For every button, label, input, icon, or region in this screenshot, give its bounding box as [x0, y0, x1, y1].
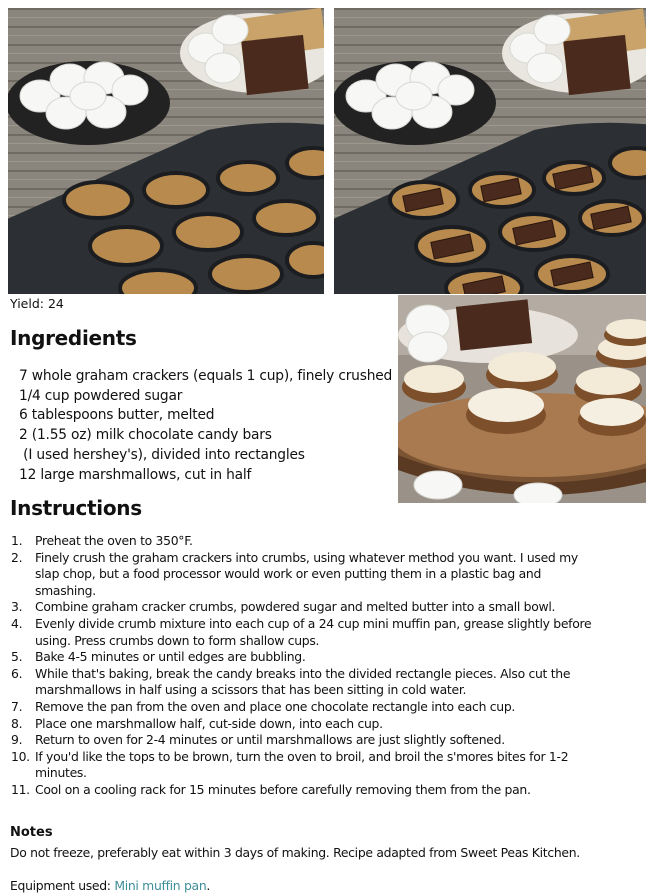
- instruction-step: [11, 782, 601, 799]
- equipment-suffix: .: [206, 878, 211, 893]
- step-number: 8.: [11, 715, 23, 731]
- step-text: While that's baking, break the candy breaks into the divided rectangle pieces. Also cut the marshmallows in half using a scissors that has been sitting in cold water.: [35, 665, 571, 698]
- ingredient-item: 6 tablespoons butter, melted: [19, 407, 215, 424]
- step-number: 7.: [11, 698, 23, 714]
- step-text: Evenly divide crumb mixture into each cup of a 24 cup mini muffin pan, grease slightly before using. Press crumbs down to form shallow cups.: [35, 615, 592, 648]
- step-text: Preheat the oven to 350°F.: [35, 533, 193, 548]
- step-number: 9.: [11, 732, 23, 748]
- instruction-step: [11, 550, 601, 600]
- step-number: 2.: [11, 549, 23, 565]
- step-number: 1.: [11, 533, 23, 548]
- instruction-step: [11, 666, 601, 699]
- instruction-step: [11, 699, 601, 716]
- photo-pan-chocolate: [334, 8, 646, 294]
- ingredients-list: [19, 367, 392, 485]
- equipment-link[interactable]: Mini muffin pan: [114, 878, 207, 893]
- instruction-step: [11, 649, 601, 666]
- step-number: 6.: [11, 665, 23, 681]
- step-number: 4.: [11, 615, 23, 631]
- recipe-yield: Yield: 24: [10, 296, 64, 311]
- ingredient-item: 7 whole graham crackers (equals 1 cup), finely crushed: [19, 368, 393, 384]
- ingredient-item: (I used hershey's), divided into rectangles: [19, 446, 305, 463]
- instructions-heading: Instructions: [10, 496, 142, 520]
- instruction-step: [11, 616, 601, 649]
- equipment-line: [10, 878, 210, 893]
- instruction-step: [11, 599, 601, 616]
- instruction-step: [11, 732, 601, 749]
- step-text: Cool on a cooling rack for 15 minutes before carefully removing them from the pan.: [35, 781, 531, 797]
- ingredients-heading: Ingredients: [10, 326, 137, 350]
- notes-heading: Notes: [10, 825, 53, 840]
- step-text: Place one marshmallow half, cut-side down, into each cup.: [35, 715, 383, 731]
- instruction-step: [11, 749, 601, 782]
- instruction-step: [11, 533, 601, 550]
- photo-finished-bites: [398, 295, 646, 503]
- ingredient-item: 1/4 cup powdered sugar: [19, 387, 183, 404]
- photo-pan-crusts: [8, 8, 324, 294]
- step-text: Finely crush the graham crackers into crumbs, using whatever method you want. I used my slap chop, but a food processor would work or even putting them in a plastic bag and smashing.: [35, 549, 578, 598]
- instructions-list: [11, 533, 601, 799]
- step-text: Combine graham cracker crumbs, powdered sugar and melted butter into a small bowl.: [35, 599, 556, 615]
- step-number: 11.: [11, 781, 30, 797]
- step-text: Bake 4-5 minutes or until edges are bubbling.: [35, 649, 306, 665]
- step-number: 3.: [11, 599, 23, 615]
- instruction-step: [11, 716, 601, 733]
- ingredient-item: 2 (1.55 oz) milk chocolate candy bars: [19, 427, 272, 444]
- step-text: Return to oven for 2-4 minutes or until marshmallows are just slightly softened.: [35, 732, 505, 748]
- step-number: 10.: [11, 748, 30, 764]
- equipment-label: Equipment used:: [10, 878, 115, 893]
- ingredient-item: 12 large marshmallows, cut in half: [19, 466, 252, 483]
- notes-text: Do not freeze, preferably eat within 3 days of making. Recipe adapted from Sweet Peas Kitchen.: [10, 845, 580, 860]
- step-number: 5.: [11, 649, 23, 665]
- step-text: If you'd like the tops to be brown, turn the oven to broil, and broil the s'mores bites for 1-2 minutes.: [35, 748, 569, 781]
- step-text: Remove the pan from the oven and place one chocolate rectangle into each cup.: [35, 698, 516, 714]
